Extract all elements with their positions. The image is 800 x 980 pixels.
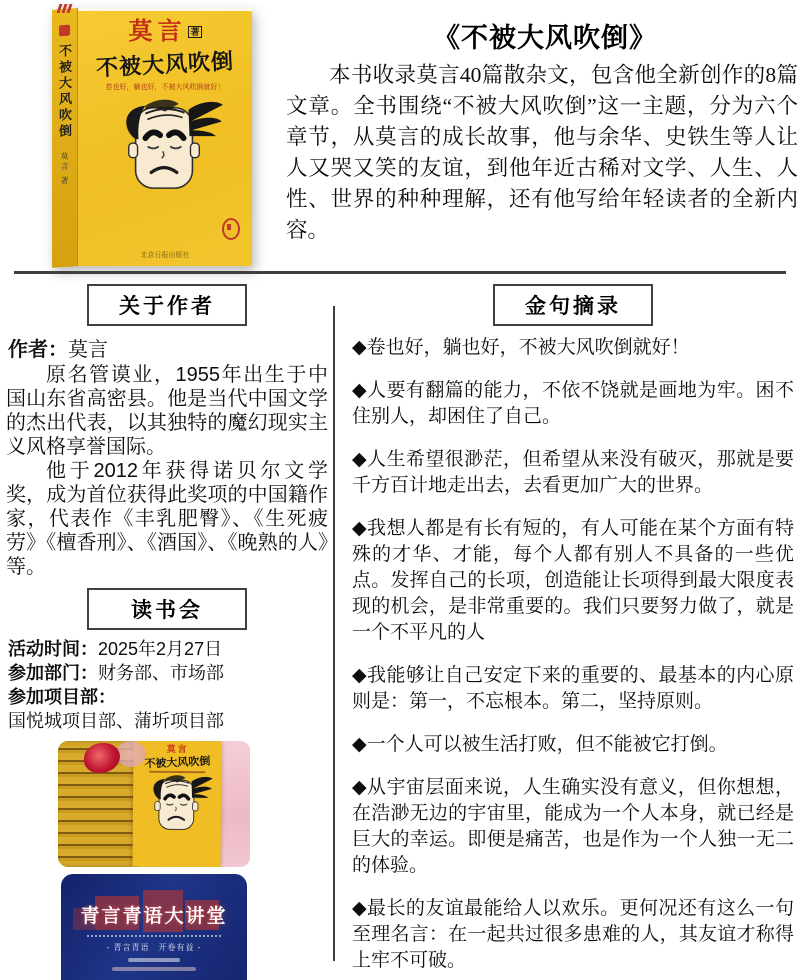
photo-book-author: 莫言 — [166, 743, 189, 755]
club-project-label-row — [8, 686, 328, 709]
club-project-value: 国悦城项目部、蒲圻项目部 — [8, 711, 224, 731]
quote-item: ◆从宇宙层面来说，人生确实没有意义，但你想想，在浩渺无边的宇宙里，能成为一个人本身，就已经是巨大的幸运。即便是痛苦，也是作为一个人独一无二的体验。 — [352, 777, 794, 876]
club-time-row — [8, 638, 328, 661]
windblown-face-illustration-small — [141, 773, 214, 834]
intro-paragraph: 本书收录莫言40篇散杂文，包含他全新创作的8篇文章。全书围绕“不被大风吹倒”这一主题，分为六个章节，从莫言的成长故事，他与余华、史铁生等人让人又哭又笑的友谊，到他年近古稀对文学、人生、人性、世界的种种理解，还有他写给年轻读者的全新内容。 — [286, 63, 798, 242]
pink-background — [217, 741, 250, 867]
quote-item: ◆我想人都是有长有短的，有人可能在某个方面有特殊的才华、才能，每个人都有别人不具备的一些优点。发挥自己的长项，创造能让长项得到最大限度表现的机会，是非常重要的。我们只要努力做了，就是一个不平凡的人 — [352, 518, 794, 643]
about-author-heading: 关于作者 — [87, 284, 247, 326]
photo-book-cover — [132, 741, 221, 867]
club-dept-row — [8, 662, 328, 685]
spine-top-marks — [58, 4, 71, 13]
quotes-column — [352, 284, 794, 980]
book-front-cover — [78, 8, 252, 266]
quotes-heading: 金句摘录 — [493, 284, 653, 326]
cover-publisher: 北京日报出版社 — [140, 252, 190, 259]
lecture-subtitle: - 青言青语 开卷有益 - — [106, 943, 202, 952]
cover-author — [128, 20, 201, 44]
dotted-divider — [87, 935, 221, 937]
club-project-value-row — [8, 710, 328, 733]
quote-item: ◆卷也好，躺也好，不被大风吹倒就好！ — [352, 337, 690, 358]
photo-book-title: 不被大风吹倒 — [144, 755, 211, 771]
lecture-title: 青言青语大讲堂 — [80, 906, 228, 927]
windblown-face-illustration — [106, 96, 224, 194]
club-dept-value: 财务部、市场部 — [98, 663, 224, 683]
cover-title: 不被大风吹倒 — [95, 48, 235, 81]
photo-book-stack — [58, 741, 250, 867]
author-bio-1: 原名管谟业，1955年出生于中国山东省高密县。他是当代中国文学的杰出代表，以其独特的魔幻现实主义风格享誉国际。 — [6, 364, 328, 458]
author-name-line — [8, 333, 328, 362]
horizontal-divider — [14, 271, 786, 274]
club-time-value: 2025年2月27日 — [98, 639, 223, 659]
book-cover — [52, 8, 252, 266]
quote-item: ◆一个人可以被生活打败，但不能被它打倒。 — [352, 734, 728, 755]
lecture-smalltext-bar — [128, 958, 180, 962]
page-title: 《不被大风吹倒》 — [433, 23, 657, 53]
quotes-list — [352, 335, 794, 974]
banner-content — [61, 901, 247, 971]
author-name: 莫言 — [68, 339, 108, 361]
spine-title: 不被大风吹倒 — [57, 43, 72, 141]
quote-item: ◆我能够让自己安定下来的重要的、最基本的内心原则是：第一，不忘根本。第二，坚持原则。 — [352, 665, 794, 712]
spine-seal — [59, 25, 70, 37]
club-time-label: 活动时间： — [8, 639, 98, 659]
spine-author: 莫言 著 — [60, 151, 69, 187]
author-label: 作者： — [8, 339, 68, 361]
photo-lecture-banner — [61, 874, 247, 980]
author-bio-2: 他于2012年获得诺贝尔文学奖，成为首位获得此奖项的中国籍作家，代表作《丰乳肥臀》、《生死疲劳》《檀香刑》、《酒国》、《晚熟的人》等。 — [6, 460, 328, 578]
vertical-divider — [333, 306, 335, 961]
club-project-label: 参加项目部： — [8, 687, 116, 707]
cover-author-name: 莫言 — [128, 18, 187, 45]
reading-club-details — [8, 638, 328, 733]
cover-red-seal — [222, 218, 240, 240]
pink-rose — [116, 741, 146, 767]
left-column — [6, 284, 328, 980]
club-dept-label: 参加部门： — [8, 663, 98, 683]
quote-item: ◆最长的友谊最能给人以欢乐。更何况还有这么一句至理名言：在一起共过很多患难的人，其友谊才称得上牢不可破。 — [352, 898, 794, 971]
quote-item: ◆人生希望很渺茫，但希望从来没有破灭，那就是要千方百计地走出去，去看更加广大的世界。 — [352, 449, 794, 496]
book-spine — [52, 8, 78, 268]
lecture-smalltext-bar — [112, 967, 196, 971]
cover-author-suffix: 著 — [190, 27, 200, 37]
cover-tagline: 卷也好，躺也好，不被大风吹倒就好！ — [105, 84, 225, 91]
quote-item: ◆人要有翻篇的能力，不依不饶就是画地为牢。困不住别人，却困住了自己。 — [352, 380, 794, 427]
reading-club-heading: 读书会 — [87, 588, 247, 630]
